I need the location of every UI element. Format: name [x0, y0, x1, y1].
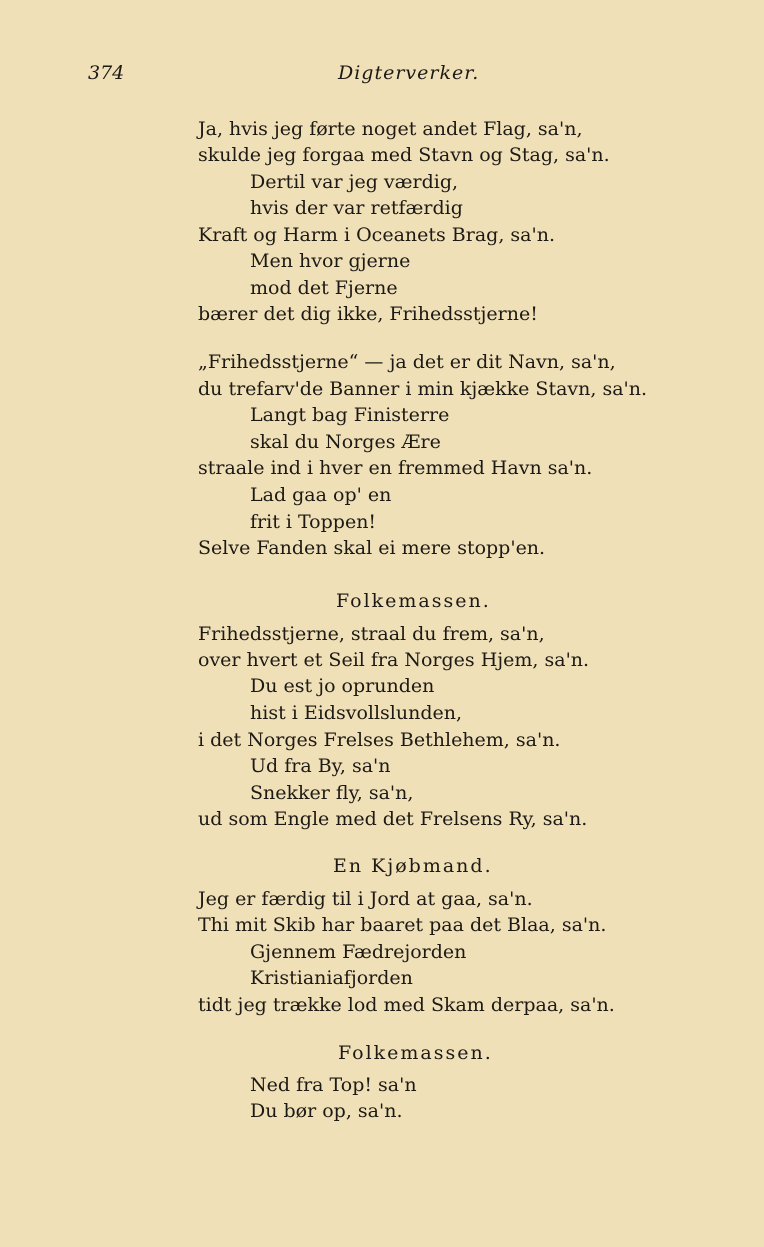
- speaker-heading: Folkemassen.: [338, 1042, 493, 1064]
- running-title: Digterverker.: [338, 62, 480, 84]
- verse-line: mod det Fjerne: [250, 277, 398, 299]
- verse-line: over hvert et Seil fra Norges Hjem, sa'n.: [198, 649, 590, 671]
- verse-line: du trefarv'de Banner i min kjække Stavn, sa'n.: [198, 378, 648, 400]
- verse-line: Snekker fly, sa'n,: [250, 782, 414, 804]
- verse-line: „Frihedsstjerne“ — ja det er dit Navn, sa'n,: [198, 351, 616, 373]
- verse-line: Langt bag Finisterre: [250, 404, 450, 426]
- verse-line: Du est jo oprunden: [250, 675, 435, 697]
- speaker-heading: En Kjøbmand.: [333, 855, 493, 877]
- verse-line: Ud fra By, sa'n: [250, 755, 391, 777]
- speaker-heading: Folkemassen.: [336, 590, 491, 612]
- verse-line: Kristianiafjorden: [250, 967, 413, 989]
- verse-line: hvis der var retfærdig: [250, 197, 463, 219]
- verse-line: i det Norges Frelses Bethlehem, sa'n.: [198, 729, 561, 751]
- verse-line: Gjennem Fædrejorden: [250, 941, 467, 963]
- verse-line: skal du Norges Ære: [250, 431, 441, 453]
- verse-line: tidt jeg trække lod med Skam derpaa, sa'n.: [198, 994, 615, 1016]
- verse-line: skulde jeg forgaa med Stavn og Stag, sa'n.: [198, 144, 610, 166]
- verse-line: Thi mit Skib har baaret paa det Blaa, sa'n.: [198, 914, 607, 936]
- verse-line: Men hvor gjerne: [250, 250, 411, 272]
- verse-line: Du bør op, sa'n.: [250, 1100, 403, 1122]
- verse-line: bærer det dig ikke, Frihedsstjerne!: [198, 303, 538, 325]
- verse-line: hist i Eidsvollslunden,: [250, 702, 463, 724]
- verse-line: Kraft og Harm i Oceanets Brag, sa'n.: [198, 224, 555, 246]
- verse-line: Dertil var jeg værdig,: [250, 171, 459, 193]
- verse-line: Frihedsstjerne, straal du frem, sa'n,: [198, 623, 545, 645]
- verse-line: Lad gaa op' en: [250, 484, 392, 506]
- verse-line: Ned fra Top! sa'n: [250, 1074, 417, 1096]
- verse-line: ud som Engle med det Frelsens Ry, sa'n.: [198, 808, 588, 830]
- page-number: 374: [88, 62, 125, 84]
- verse-line: Ja, hvis jeg førte noget andet Flag, sa'n,: [198, 118, 583, 140]
- verse-line: Selve Fanden skal ei mere stopp'en.: [198, 537, 546, 559]
- verse-line: straale ind i hver en fremmed Havn sa'n.: [198, 457, 593, 479]
- verse-line: frit i Toppen!: [250, 511, 377, 533]
- verse-line: Jeg er færdig til i Jord at gaa, sa'n.: [198, 888, 533, 910]
